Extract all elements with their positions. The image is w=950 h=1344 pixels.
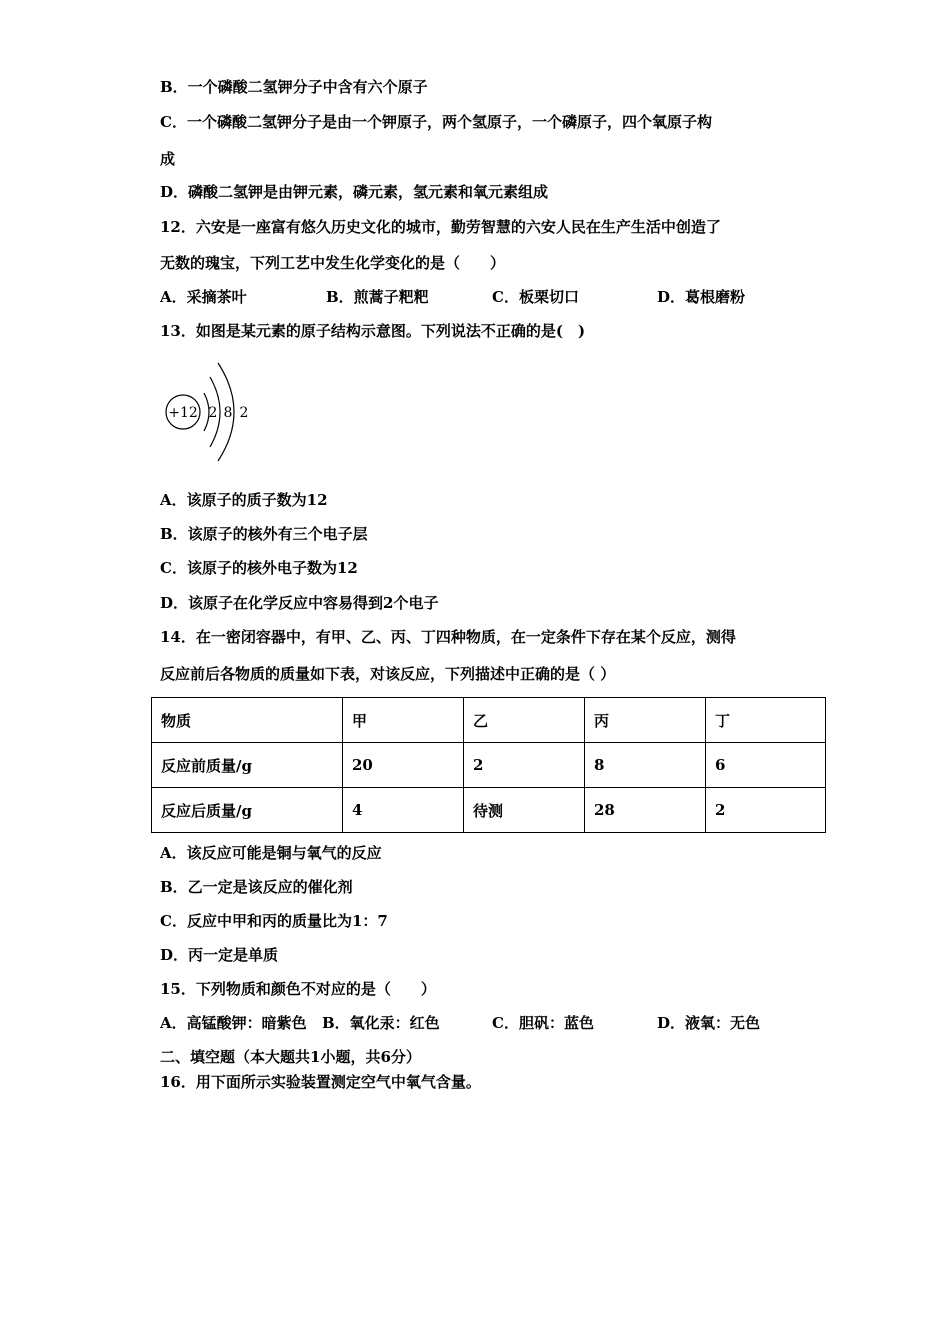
q14-option-b: B．乙一定是该反应的催化剂 xyxy=(160,878,353,896)
table-cell: 4 xyxy=(343,788,464,833)
table-cell: 2 xyxy=(464,743,585,788)
atom-structure-diagram xyxy=(160,357,260,467)
q13-option-d: D．该原子在化学反应中容易得到2个电子 xyxy=(160,594,439,612)
shell-1-electrons: 2 xyxy=(208,405,218,421)
q13-stem: 13．如图是某元素的原子结构示意图。下列说法不正确的是( ) xyxy=(160,322,586,340)
table-cell: 8 xyxy=(585,743,706,788)
q15-stem: 15．下列物质和颜色不对应的是（ ） xyxy=(160,980,436,998)
nucleus-charge: +12 xyxy=(168,405,198,421)
table-header-row xyxy=(152,698,826,743)
table-cell: 待测 xyxy=(464,788,585,833)
table-header-cell: 乙 xyxy=(464,698,585,743)
table-cell: 6 xyxy=(706,743,826,788)
q16-stem: 16．用下面所示实验装置测定空气中氧气含量。 xyxy=(160,1073,481,1091)
q14-option-a: A．该反应可能是铜与氧气的反应 xyxy=(160,844,382,862)
table-cell: 20 xyxy=(343,743,464,788)
q13-option-c: C．该原子的核外电子数为12 xyxy=(160,559,358,577)
mass-table xyxy=(151,697,826,833)
q12-option-a: A．采摘茶叶 xyxy=(160,288,247,306)
table-header-cell: 丙 xyxy=(585,698,706,743)
q15-option-c: C．胆矾：蓝色 xyxy=(492,1014,594,1032)
q14-option-d: D．丙一定是单质 xyxy=(160,946,279,964)
q11-option-c-line2: 成 xyxy=(160,150,176,168)
q12-option-d: D．葛根磨粉 xyxy=(657,288,746,306)
q15-option-b: B．氧化汞：红色 xyxy=(322,1014,440,1032)
q12-option-b: B．煎蒿子粑粑 xyxy=(326,288,429,306)
table-cell: 反应前质量/g xyxy=(152,743,343,788)
q15-option-a: A．高锰酸钾：暗紫色 xyxy=(160,1014,307,1032)
table-row xyxy=(152,788,826,833)
q12-option-c: C．板栗切口 xyxy=(492,288,579,306)
q13-option-a: A．该原子的质子数为12 xyxy=(160,491,328,509)
q11-option-d: D．磷酸二氢钾是由钾元素，磷元素，氢元素和氧元素组成 xyxy=(160,183,549,201)
table-header-cell: 丁 xyxy=(706,698,826,743)
table-cell: 28 xyxy=(585,788,706,833)
q13-option-b: B．该原子的核外有三个电子层 xyxy=(160,525,368,543)
q12-stem-line2: 无数的瑰宝，下列工艺中发生化学变化的是（ ） xyxy=(160,254,506,272)
q12-stem-line1: 12．六安是一座富有悠久历史文化的城市，勤劳智慧的六安人民在生产生活中创造了 xyxy=(160,218,721,236)
table-cell: 2 xyxy=(706,788,826,833)
table-row xyxy=(152,743,826,788)
q14-option-c: C．反应中甲和丙的质量比为1：7 xyxy=(160,912,388,930)
section-heading: 二、填空题（本大题共1小题，共6分） xyxy=(160,1048,421,1066)
q15-option-d: D．液氧：无色 xyxy=(657,1014,761,1032)
shell-3-electrons: 2 xyxy=(239,405,249,421)
q11-option-c-line1: C．一个磷酸二氢钾分子是由一个钾原子，两个氢原子，一个磷原子，四个氧原子构 xyxy=(160,113,712,131)
q14-stem-line1: 14．在一密闭容器中，有甲、乙、丙、丁四种物质，在一定条件下存在某个反应，测得 xyxy=(160,628,736,646)
shell-2-electrons: 8 xyxy=(223,405,233,421)
table-header-cell: 物质 xyxy=(152,698,343,743)
table-header-cell: 甲 xyxy=(343,698,464,743)
q11-option-b: B．一个磷酸二氢钾分子中含有六个原子 xyxy=(160,78,428,96)
table-cell: 反应后质量/g xyxy=(152,788,343,833)
q14-stem-line2: 反应前后各物质的质量如下表，对该反应，下列描述中正确的是（ ） xyxy=(160,665,616,683)
